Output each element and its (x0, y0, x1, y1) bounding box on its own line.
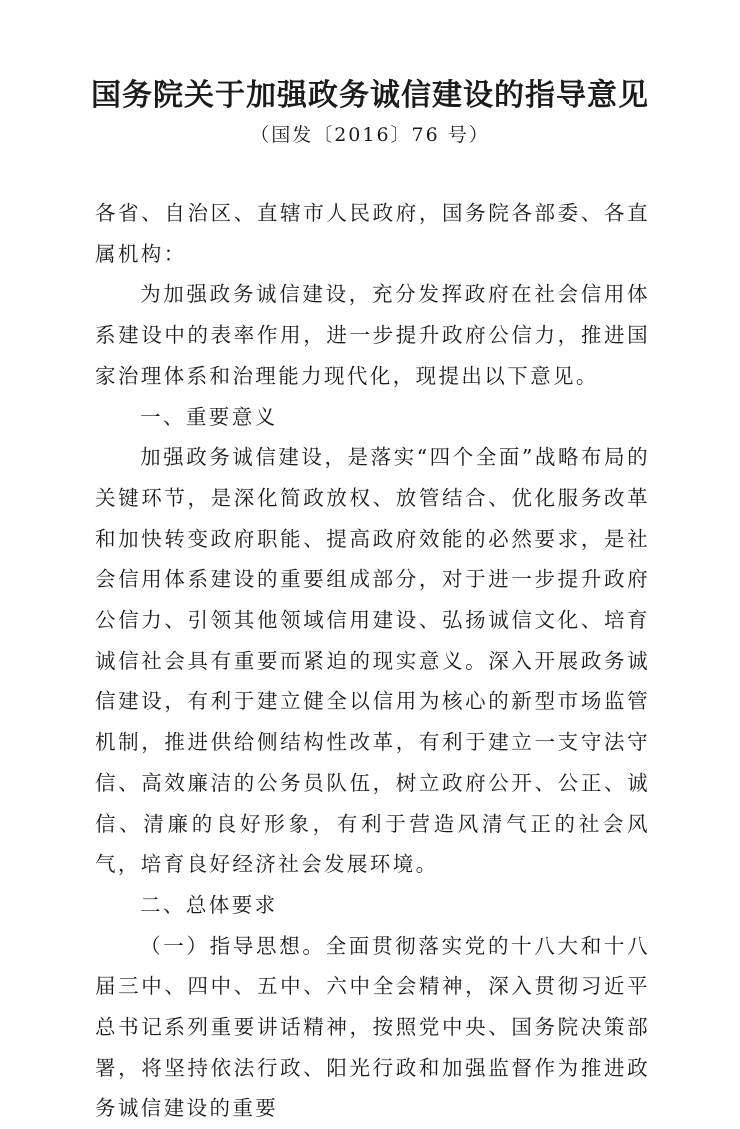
document-body (95, 193, 650, 1129)
addressee: 各省、自治区、直辖市人民政府，国务院各部委、各直属机构： (95, 201, 650, 266)
document-number: （国发〔2016〕76 号） (250, 124, 490, 146)
section-heading-requirements: 二、总体要求 (140, 892, 278, 917)
significance-paragraph: 加强政务诚信建设，是落实“四个全面”战略布局的关键环节，是深化简政放权、放管结合、优化服务改革和加快转变政府职能、提高政府效能的必然要求，是社会信用体系建设的重要组成部分，对于进一步提升政府公信力、引领其他领域信用建设、弘扬诚信文化、培育诚信社会具有重要而紧迫的现实意义。深入开展政务诚信建设，有利于建立健全以信用为核心的新型市场监管机制，推进供给侧结构性改革，有利于建立一支守法守信、高效廉洁的公务员队伍，树立政府公开、公正、诚信、清廉的良好形象，有利于营造风清气正的社会风气，培育良好经济社会发展环境。 (95, 445, 650, 877)
document-title: 国务院关于加强政务诚信建设的指导意见 (91, 78, 649, 113)
guiding-ideology-paragraph: （一）指导思想。全面贯彻落实党的十八大和十八届三中、四中、五中、六中全会精神，深入贯彻习近平总书记系列重要讲话精神，按照党中央、国务院决策部署，将坚持依法行政、阳光行政和加强监督作为推进政务诚信建设的重要 (95, 933, 650, 1121)
section-heading-significance: 一、重要意义 (140, 404, 278, 429)
intro-paragraph: 为加强政务诚信建设，充分发挥政府在社会信用体系建设中的表率作用，进一步提升政府公信力，推进国家治理体系和治理能力现代化，现提出以下意见。 (95, 282, 650, 388)
